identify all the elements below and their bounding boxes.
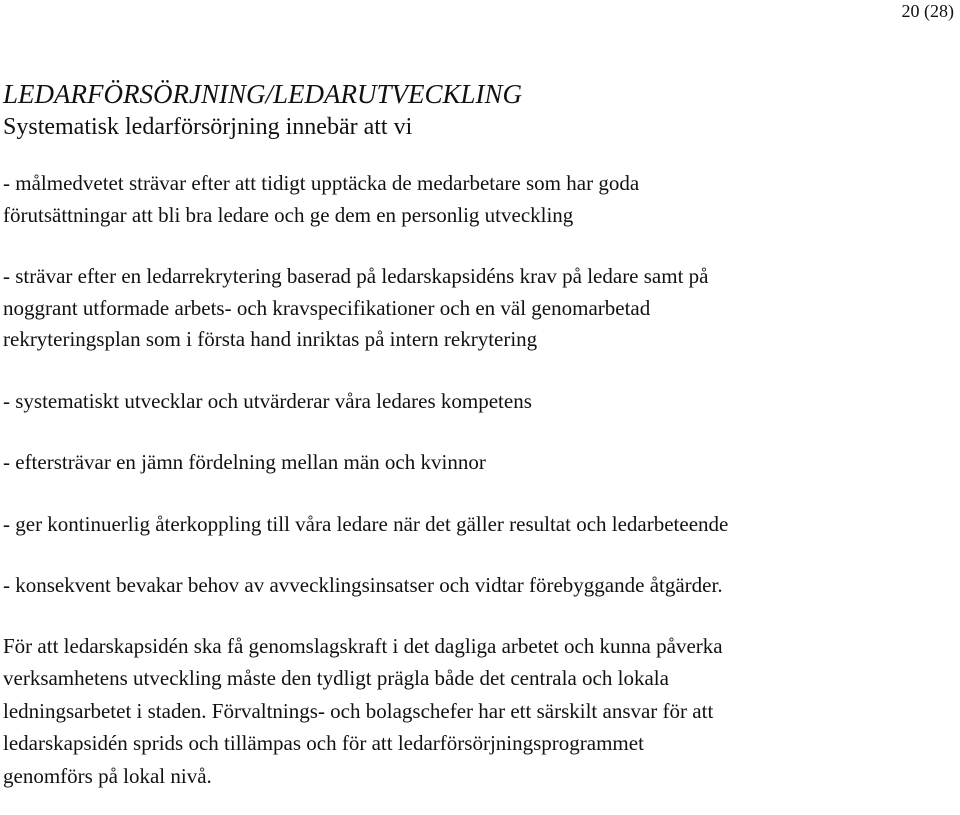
page-number: 20 (28) (901, 1, 954, 21)
bullet-line: - målmedvetet strävar efter att tidigt upptäcka de medarbetare som har goda (3, 171, 640, 195)
closing-paragraph (3, 630, 953, 793)
bullet-line: - systematiskt utvecklar och utvärderar våra ledares kompetens (3, 388, 532, 413)
bullet-item (3, 570, 953, 602)
bullet-list (3, 168, 953, 602)
bullet-item (3, 447, 953, 479)
bullet-line: - ger kontinuerlig återkoppling till våra ledare när det gäller resultat och ledarbeteende (3, 511, 729, 536)
bullet-item (3, 386, 953, 418)
bullet-line: - strävar efter en ledarrekrytering baserad på ledarskapsidéns krav på ledare samt på (3, 264, 709, 288)
paragraph-line: ledarskapsidén sprids och tillämpas och för att ledarförsörjningsprogrammet (3, 731, 644, 755)
document-body (3, 78, 953, 792)
intro-text: Systematisk ledarförsörjning innebär att vi (3, 114, 413, 140)
bullet-line: noggrant utformade arbets- och kravspecifikationer och en väl genomarbetad (3, 295, 651, 320)
bullet-line: - eftersträvar en jämn fördelning mellan män och kvinnor (3, 450, 486, 474)
paragraph-line: genomförs på lokal nivå. (3, 763, 212, 788)
section-heading: LEDARFÖRSÖRJNING/LEDARUTVECKLING (3, 79, 522, 109)
paragraph-line: För att ledarskapsidén ska få genomslagskraft i det dagliga arbetet och kunna påverka (3, 633, 723, 658)
bullet-item (3, 509, 953, 541)
bullet-line: rekryteringsplan som i första hand inriktas på intern rekrytering (3, 327, 538, 351)
bullet-line: förutsättningar att bli bra ledare och ge dem en personlig utveckling (3, 202, 574, 227)
paragraph-line: ledningsarbetet i staden. Förvaltnings- och bolagschefer har ett särskilt ansvar för att (3, 698, 714, 723)
bullet-item (3, 261, 953, 356)
bullet-item (3, 168, 953, 231)
paragraph-line: verksamhetens utveckling måste den tydligt prägla både det centrala och lokala (3, 666, 669, 690)
bullet-line: - konsekvent bevakar behov av avvecklingsinsatser och vidtar förebyggande åtgärder. (3, 573, 723, 597)
